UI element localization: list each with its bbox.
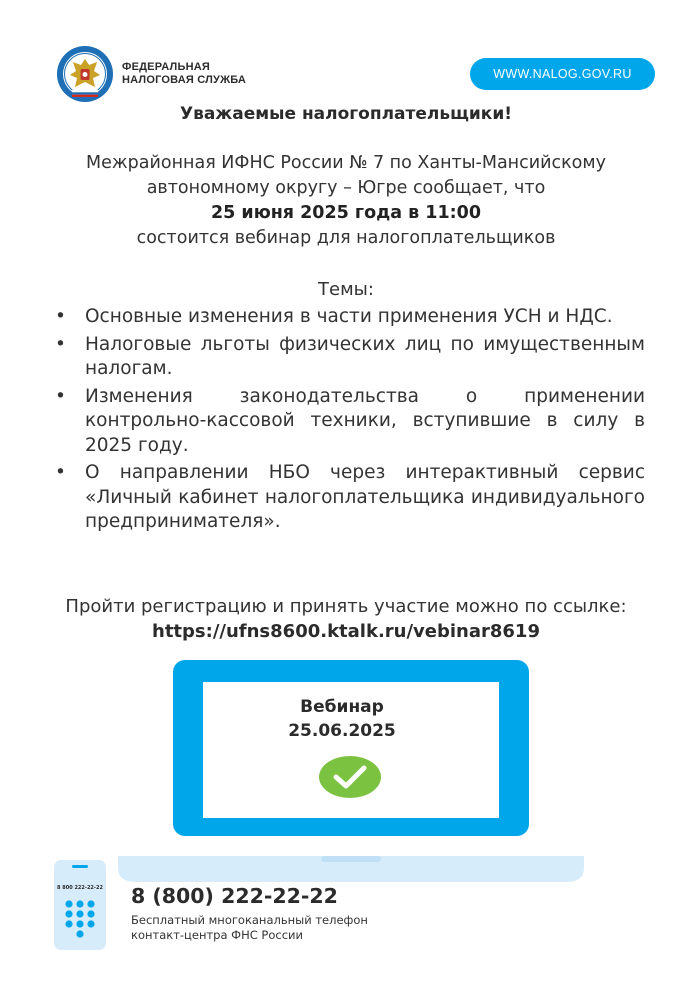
phone-icon	[54, 860, 106, 950]
bullet-icon: •	[55, 462, 66, 483]
intro-line-1: Межрайонная ИФНС России № 7 по Ханты-Мансийскому	[86, 153, 606, 173]
laptop-webinar-title: Вебинар	[300, 697, 384, 717]
topic-item	[55, 333, 645, 382]
topics-list	[55, 305, 645, 538]
intro-line-2: автономному округу – Югре сообщает, что	[146, 178, 546, 198]
bullet-icon: •	[55, 306, 66, 327]
topic-item	[55, 305, 645, 330]
topic-item	[55, 461, 645, 535]
topic-text: Налоговые льготы физических лиц по имущественным налогам.	[85, 333, 645, 379]
bullet-icon: •	[55, 385, 66, 407]
webinar-date-time: 25 июня 2025 года в 11:00	[210, 203, 481, 223]
org-name-line-1: ФЕДЕРАЛЬНАЯ	[122, 61, 210, 73]
registration-block	[0, 594, 692, 644]
greeting-heading: Уважаемые налогоплательщики!	[179, 104, 513, 124]
org-name-line-2: НАЛОГОВАЯ СЛУЖБА	[122, 74, 247, 86]
topic-text: О направлении НБО через интерактивный сервис «Личный кабинет налогоплательщика индивидуального предпринимателя».	[85, 462, 645, 532]
fns-emblem-icon	[56, 45, 114, 103]
registration-link[interactable]: https://ufns8600.ktalk.ru/vebinar8619	[152, 621, 540, 642]
laptop-notch	[321, 856, 381, 862]
topic-text: Основные изменения в части применения УСН и НДС.	[85, 306, 613, 327]
checkmark-icon	[319, 756, 381, 798]
org-name	[122, 61, 246, 87]
topic-item	[55, 385, 645, 459]
bullet-icon: •	[55, 333, 66, 355]
topic-text: Изменения законодательства о применении контрольно-кассовой техники, вступившие в силу в 2025 году.	[85, 385, 645, 456]
hotline-desc-line-2: контакт-центра ФНС России	[131, 928, 303, 942]
registration-text: Пройти регистрацию и принять участие можно по ссылке:	[65, 596, 627, 617]
hotline-desc-line-1: Бесплатный многоканальный телефон	[131, 913, 368, 927]
intro-text	[30, 151, 662, 251]
website-link[interactable]: WWW.NALOG.GOV.RU	[470, 58, 655, 90]
laptop-webinar-date: 25.06.2025	[288, 721, 396, 741]
laptop-illustration	[118, 660, 584, 882]
intro-line-3: состоится вебинар для налогоплательщиков	[136, 228, 556, 248]
topics-title: Темы:	[318, 279, 374, 300]
hotline-number[interactable]: 8 (800) 222-22-22	[131, 884, 338, 908]
phone-screen-number: 8 800 222-22-22	[57, 885, 103, 891]
hotline-description	[131, 913, 368, 943]
